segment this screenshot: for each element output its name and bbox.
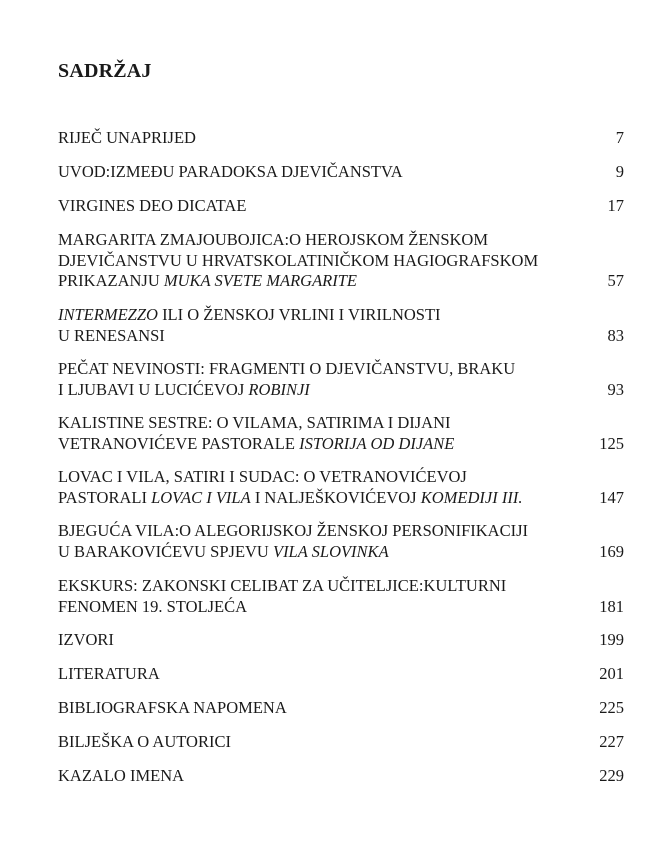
toc-entry-line: PEČAT NEVINOSTI: FRAGMENTI O DJEVIČANSTVU, BRAKU <box>58 359 516 378</box>
toc-entry-title <box>58 630 593 651</box>
toc-entry-title <box>58 467 593 508</box>
toc-entry-intermezzo[interactable] <box>58 305 626 346</box>
toc-entry-page: 93 <box>607 379 624 399</box>
toc-entry-line <box>58 271 593 292</box>
toc-entry-page: 147 <box>599 487 624 507</box>
toc-entry-bjeguca-vila[interactable] <box>58 521 626 562</box>
toc-entry-literatura[interactable] <box>58 664 626 685</box>
toc-entry-title <box>58 576 593 617</box>
toc-entry-page: 201 <box>599 664 624 683</box>
toc-entry-page: 83 <box>607 325 624 345</box>
toc-entry-line: MARGARITA ZMAJOUBOJICA:O HEROJSKOM ŽENSKOM <box>58 230 489 249</box>
toc-entry-line: DJEVIČANSTVU U HRVATSKOLATINIČKOM HAGIOGRAFSKOM <box>58 250 539 270</box>
toc-entry-line: BJEGUĆA VILA:O ALEGORIJSKOJ ŽENSKOJ PERSONIFIKACIJI <box>58 521 528 540</box>
toc-entry-biljeska-o-autorici[interactable] <box>58 732 626 753</box>
toc-entry-text: I NALJEŠKOVIĆEVOJ <box>250 487 421 507</box>
toc-entry-text: I LJUBAVI U LUCIĆEVOJ <box>58 379 249 399</box>
toc-entry-line: UVOD:IZMEĐU PARADOKSA DJEVIČANSTVA <box>58 162 403 181</box>
toc-entry-pecat-nevinosti[interactable] <box>58 359 626 400</box>
toc-entry-text: PRIKAZANJU <box>58 271 164 290</box>
toc-entry-line: LOVAC I VILA, SATIRI I SUDAC: O VETRANOVIĆEVOJ <box>58 467 467 486</box>
toc-entry-title <box>58 128 593 149</box>
toc-entry-title <box>58 413 593 454</box>
toc-entry-rijec-unaprijed[interactable] <box>58 128 626 149</box>
toc-entry-italic-text: INTERMEZZO <box>58 305 158 324</box>
toc-entry-title <box>58 305 593 346</box>
toc-entry-italic-text: VILA SLOVINKA <box>272 541 389 561</box>
toc-entry-kazalo-imena[interactable] <box>58 766 626 787</box>
toc-entry-line <box>58 434 593 455</box>
toc-entry-page: 225 <box>599 698 624 717</box>
toc-page <box>58 0 626 849</box>
toc-entry-italic-text: LOVAC I VILA <box>151 487 251 507</box>
toc-entry-title <box>58 698 593 719</box>
toc-entry-uvod[interactable] <box>58 162 626 183</box>
toc-entry-virgines-deo-dicatae[interactable] <box>58 196 626 217</box>
toc-entry-page: 9 <box>615 162 624 181</box>
toc-entry-page: 17 <box>607 196 624 215</box>
toc-entry-italic-text: ROBINJI <box>248 379 310 399</box>
toc-entry-line: FENOMEN 19. STOLJEĆA <box>58 596 248 616</box>
page-title: SADRŽAJ <box>58 60 152 82</box>
toc-entry-page: 199 <box>599 630 624 649</box>
toc-entry-page: 169 <box>599 541 624 561</box>
toc-entry-title <box>58 196 593 217</box>
toc-entry-text: U BARAKOVIĆEVU SPJEVU <box>58 541 273 561</box>
toc-entry-line: KALISTINE SESTRE: O VILAMA, SATIRIMA I DIJANI <box>58 413 451 432</box>
toc-entry-page: 227 <box>599 732 624 751</box>
toc-entry-page: 181 <box>599 596 624 616</box>
toc-entry-text: VETRANOVIĆEVE PASTORALE <box>58 433 300 453</box>
toc-entry-title <box>58 162 593 183</box>
toc-entry-lovac-i-vila[interactable] <box>58 467 626 508</box>
toc-entry-italic-text: KOMEDIJI III. <box>420 487 523 507</box>
toc-entry-text: ILI O ŽENSKOJ VRLINI I VIRILNOSTI <box>157 305 441 324</box>
toc-entry-ekskurs[interactable] <box>58 576 626 617</box>
toc-entry-line <box>58 305 593 326</box>
toc-entry-line: BILJEŠKA O AUTORICI <box>58 732 231 751</box>
table-of-contents <box>58 0 626 849</box>
toc-entry-page: 7 <box>615 128 624 147</box>
toc-entry-title <box>58 664 593 685</box>
toc-entry-italic-text: ISTORIJA OD DIJANE <box>299 433 455 453</box>
toc-entry-line: IZVORI <box>58 630 114 649</box>
toc-entry-title <box>58 230 593 292</box>
toc-entry-title <box>58 521 593 562</box>
toc-entry-line: RIJEČ UNAPRIJED <box>58 128 196 147</box>
toc-entry-italic-text: MUKA SVETE MARGARITE <box>163 271 357 290</box>
toc-entry-title <box>58 766 593 787</box>
toc-entry-title <box>58 359 593 400</box>
toc-entry-page: 57 <box>607 271 624 290</box>
toc-entry-page: 125 <box>599 433 624 453</box>
toc-entry-izvori[interactable] <box>58 630 626 651</box>
toc-entry-bibliografska-napomena[interactable] <box>58 698 626 719</box>
toc-entry-line <box>58 380 593 401</box>
toc-entry-line: U RENESANSI <box>58 325 165 345</box>
toc-entry-text: PASTORALI <box>58 487 152 507</box>
toc-entry-line: VIRGINES DEO DICATAE <box>58 196 247 215</box>
toc-entry-margarita-zmajoubojica[interactable] <box>58 230 626 292</box>
toc-entry-line <box>58 542 593 563</box>
toc-entry-line: BIBLIOGRAFSKA NAPOMENA <box>58 698 287 717</box>
toc-entry-kalistine-sestre[interactable] <box>58 413 626 454</box>
toc-entry-line: LITERATURA <box>58 664 160 683</box>
toc-entry-page: 229 <box>599 766 624 785</box>
toc-entry-line: KAZALO IMENA <box>58 766 185 785</box>
toc-entry-line <box>58 488 593 509</box>
toc-entry-line: EKSKURS: ZAKONSKI CELIBAT ZA UČITELJICE:KULTURNI <box>58 576 507 595</box>
toc-entry-title <box>58 732 593 753</box>
